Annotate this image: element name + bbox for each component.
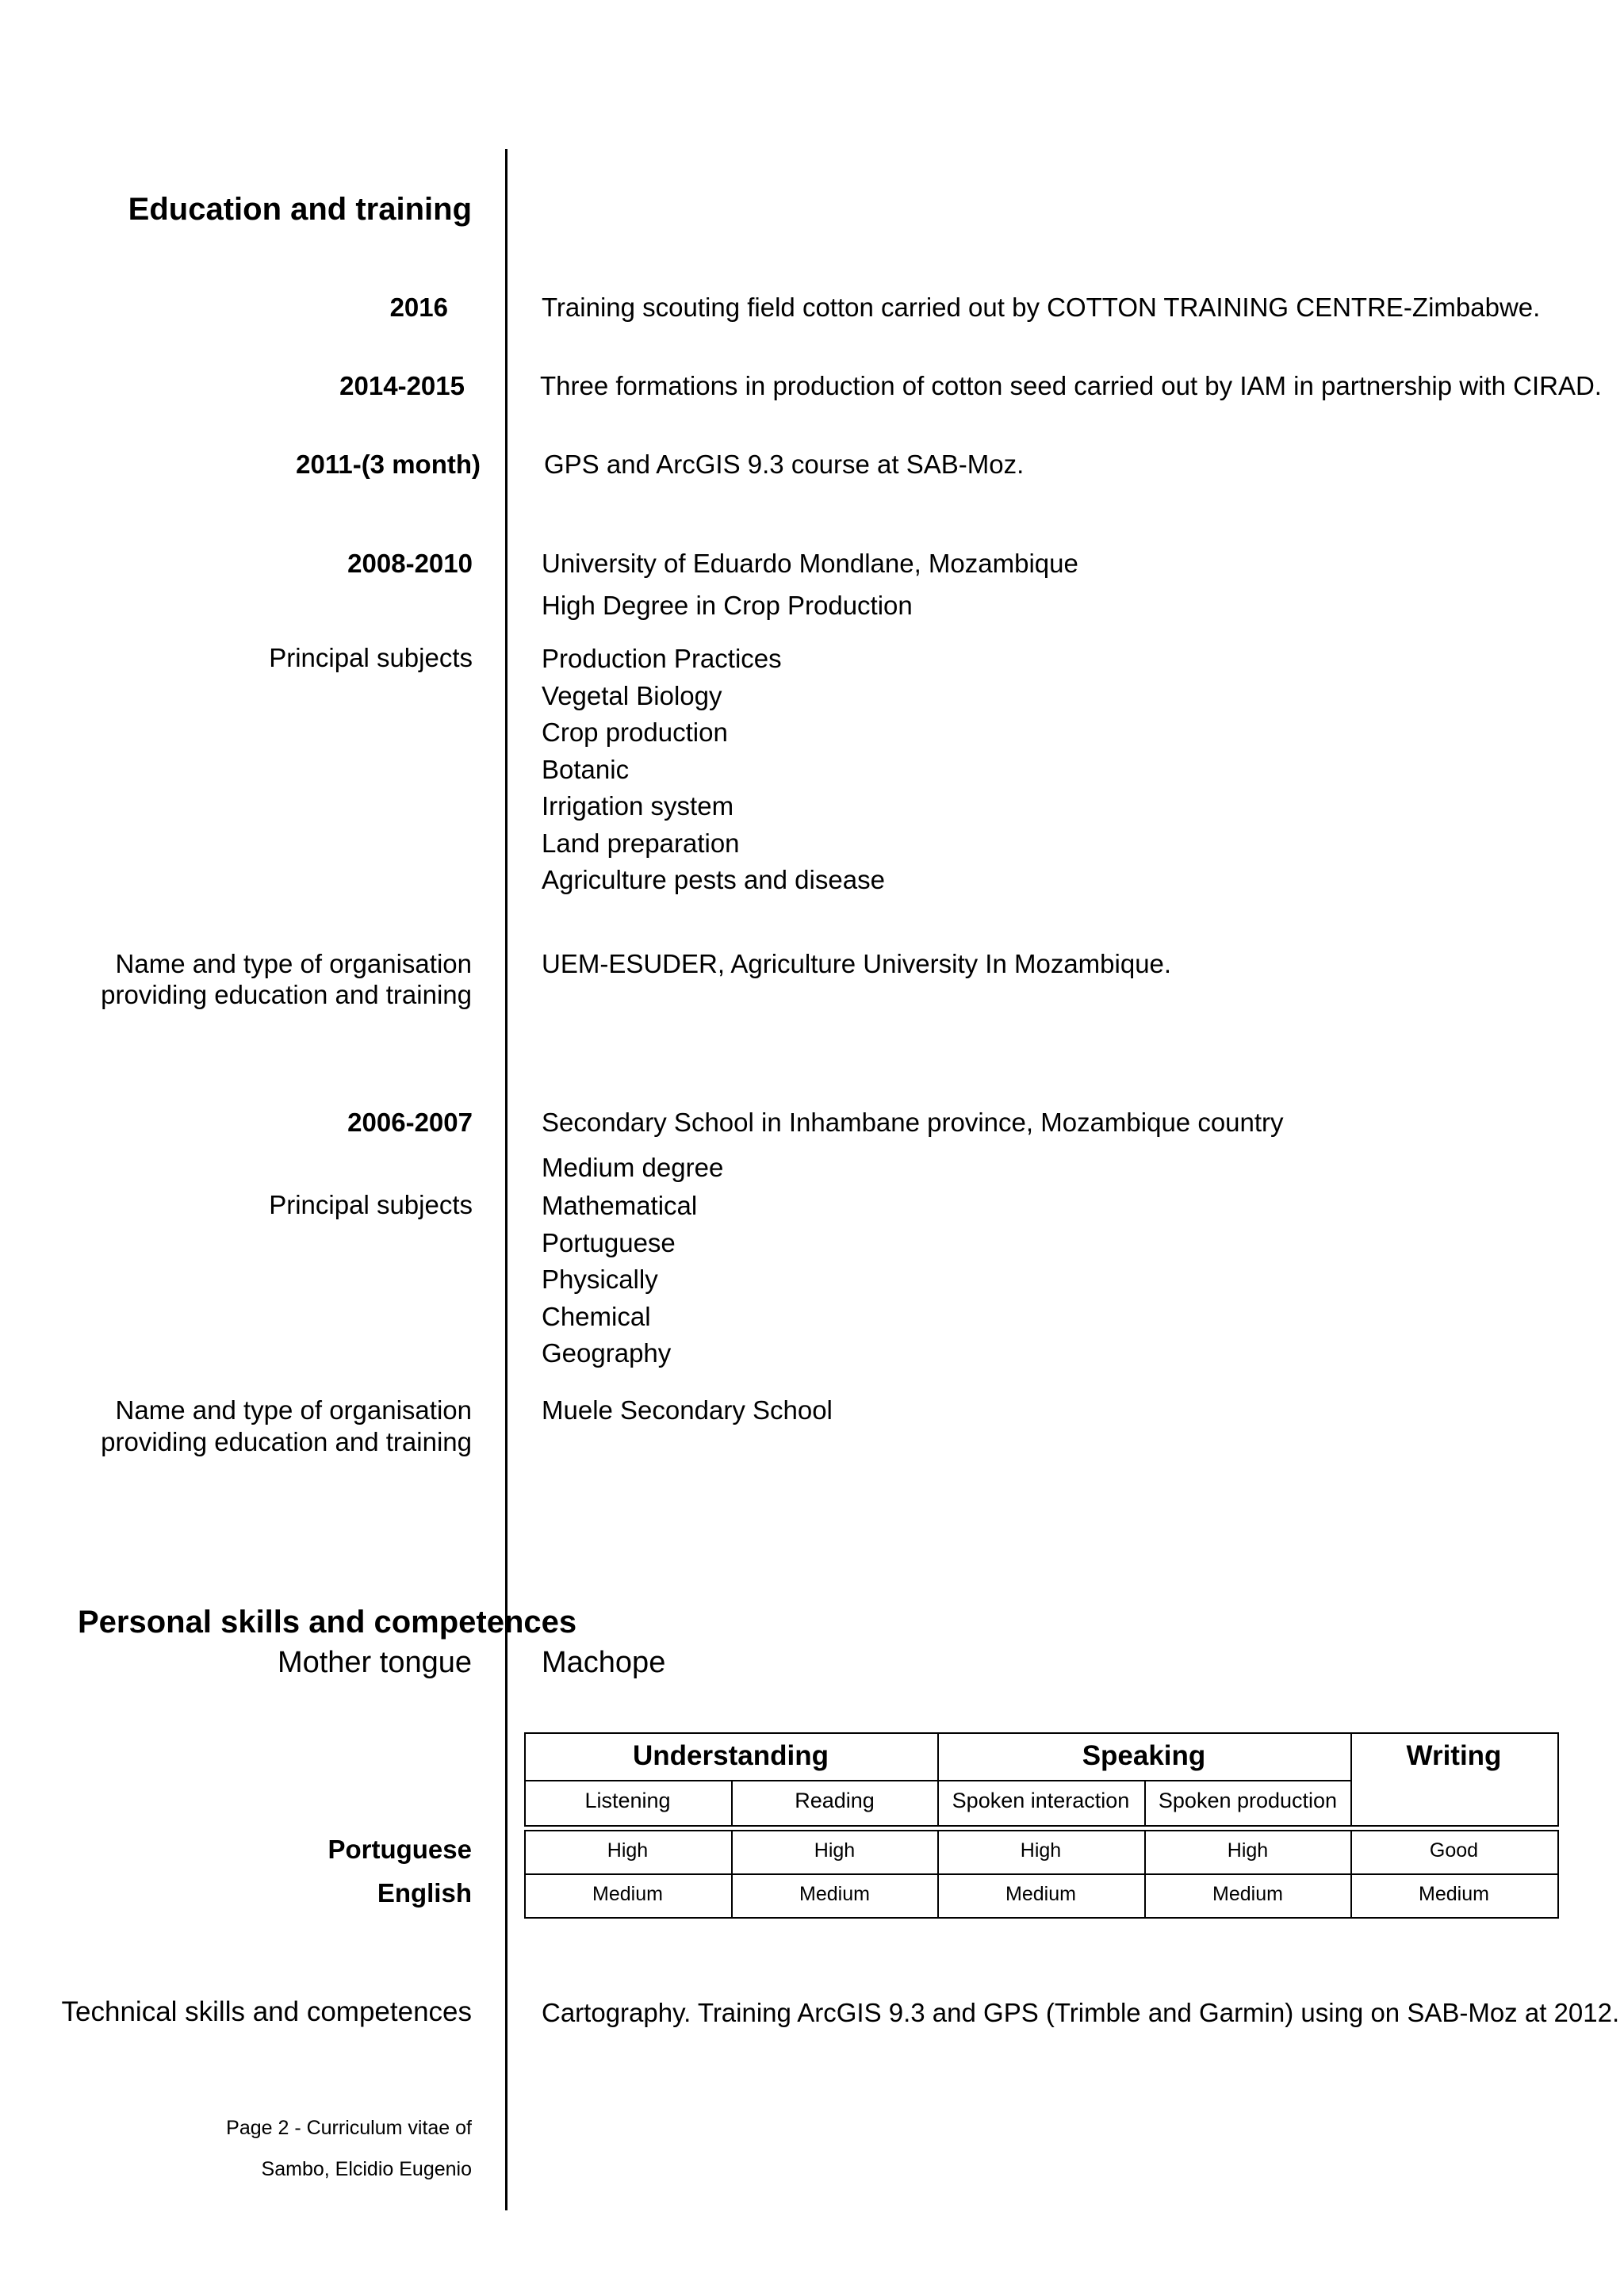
table-subheader: Spoken production (1158, 1789, 1338, 1812)
subject-item: Vegetal Biology (542, 680, 722, 710)
table-subheader: Reading (795, 1789, 875, 1812)
table-cell: Medium (1212, 1883, 1283, 1905)
principal-subjects-label: Principal subjects (269, 1190, 473, 1219)
entry-text: GPS and ArcGIS 9.3 course at SAB-Moz. (544, 450, 1025, 479)
table-cell: Medium (799, 1883, 870, 1905)
mother-tongue-label: Mother tongue (277, 1646, 472, 1679)
organisation-label: Name and type of organisation (115, 949, 472, 978)
table-cell: High (1227, 1839, 1269, 1862)
table-cell: High (814, 1839, 856, 1862)
table-header-understanding: Understanding (633, 1740, 829, 1771)
footer-page-line: Page 2 - Curriculum vitae of (226, 2117, 472, 2139)
language-name: Portuguese (327, 1835, 472, 1864)
entry-text: Training scouting field cotton carried out by COTTON TRAINING CENTRE-Zimbabwe. (542, 293, 1541, 322)
subject-item: Crop production (542, 718, 728, 747)
entry-text: Three formations in production of cotton seed carried out by IAM in partnership with CIRAD. (540, 371, 1602, 400)
subject-item: Botanic (542, 754, 630, 784)
table-cell: Medium (1005, 1883, 1076, 1905)
degree-year: 2008-2010 (347, 549, 473, 578)
entry-year: 2011-(3 month) (296, 450, 481, 479)
organisation-name: Muele Secondary School (542, 1395, 833, 1425)
subject-item: Mathematical (542, 1191, 698, 1220)
subjects-list (542, 1188, 697, 1372)
table-cell: Medium (592, 1883, 663, 1905)
subject-item: Agriculture pests and disease (542, 865, 885, 894)
table-cell: High (1020, 1839, 1062, 1862)
table-subheader: Spoken interaction (952, 1789, 1130, 1812)
subject-item: Portuguese (542, 1227, 676, 1257)
table-cell: Medium (1419, 1883, 1489, 1905)
subject-item: Chemical (542, 1301, 651, 1331)
table-cell: Good (1429, 1839, 1479, 1862)
column-divider (505, 149, 508, 2210)
degree-year: 2006-2007 (347, 1108, 473, 1137)
subject-item: Geography (542, 1338, 672, 1368)
technical-skills-label: Technical skills and competences (61, 1996, 472, 2027)
subjects-list (542, 641, 885, 899)
entry-year: 2014-2015 (339, 371, 465, 400)
technical-skills-value: Cartography. Training ArcGIS 9.3 and GPS (Trimble and Garmin) using on SAB-Moz at 2012. (542, 1998, 1620, 2027)
entry-year: 2016 (389, 293, 448, 322)
section-heading-skills: Personal skills and competences (78, 1605, 577, 1640)
organisation-label: providing education and training (101, 1427, 472, 1456)
footer-name-line: Sambo, Elcidio Eugenio (261, 2158, 472, 2180)
subject-item: Land preparation (542, 828, 740, 858)
subject-item: Irrigation system (542, 791, 734, 821)
table-header-writing: Writing (1406, 1740, 1502, 1771)
organisation-label: providing education and training (101, 980, 472, 1009)
principal-subjects-label: Principal subjects (269, 643, 473, 672)
degree-qualification: Medium degree (542, 1153, 724, 1182)
organisation-label: Name and type of organisation (115, 1395, 472, 1425)
degree-institution: University of Eduardo Mondlane, Mozambique (542, 549, 1078, 578)
table-subheader: Listening (584, 1789, 671, 1812)
language-name: English (377, 1878, 472, 1908)
table-cell: High (607, 1839, 649, 1862)
subject-item: Production Practices (542, 644, 782, 673)
degree-qualification: High Degree in Crop Production (542, 591, 913, 620)
organisation-name: UEM-ESUDER, Agriculture University In Mozambique. (542, 949, 1172, 978)
table-header-speaking: Speaking (1082, 1740, 1206, 1771)
section-heading-education: Education and training (128, 192, 472, 227)
subject-item: Physically (542, 1265, 658, 1294)
degree-institution: Secondary School in Inhambane province, Mozambique country (542, 1108, 1284, 1137)
mother-tongue-value: Machope (542, 1646, 666, 1679)
